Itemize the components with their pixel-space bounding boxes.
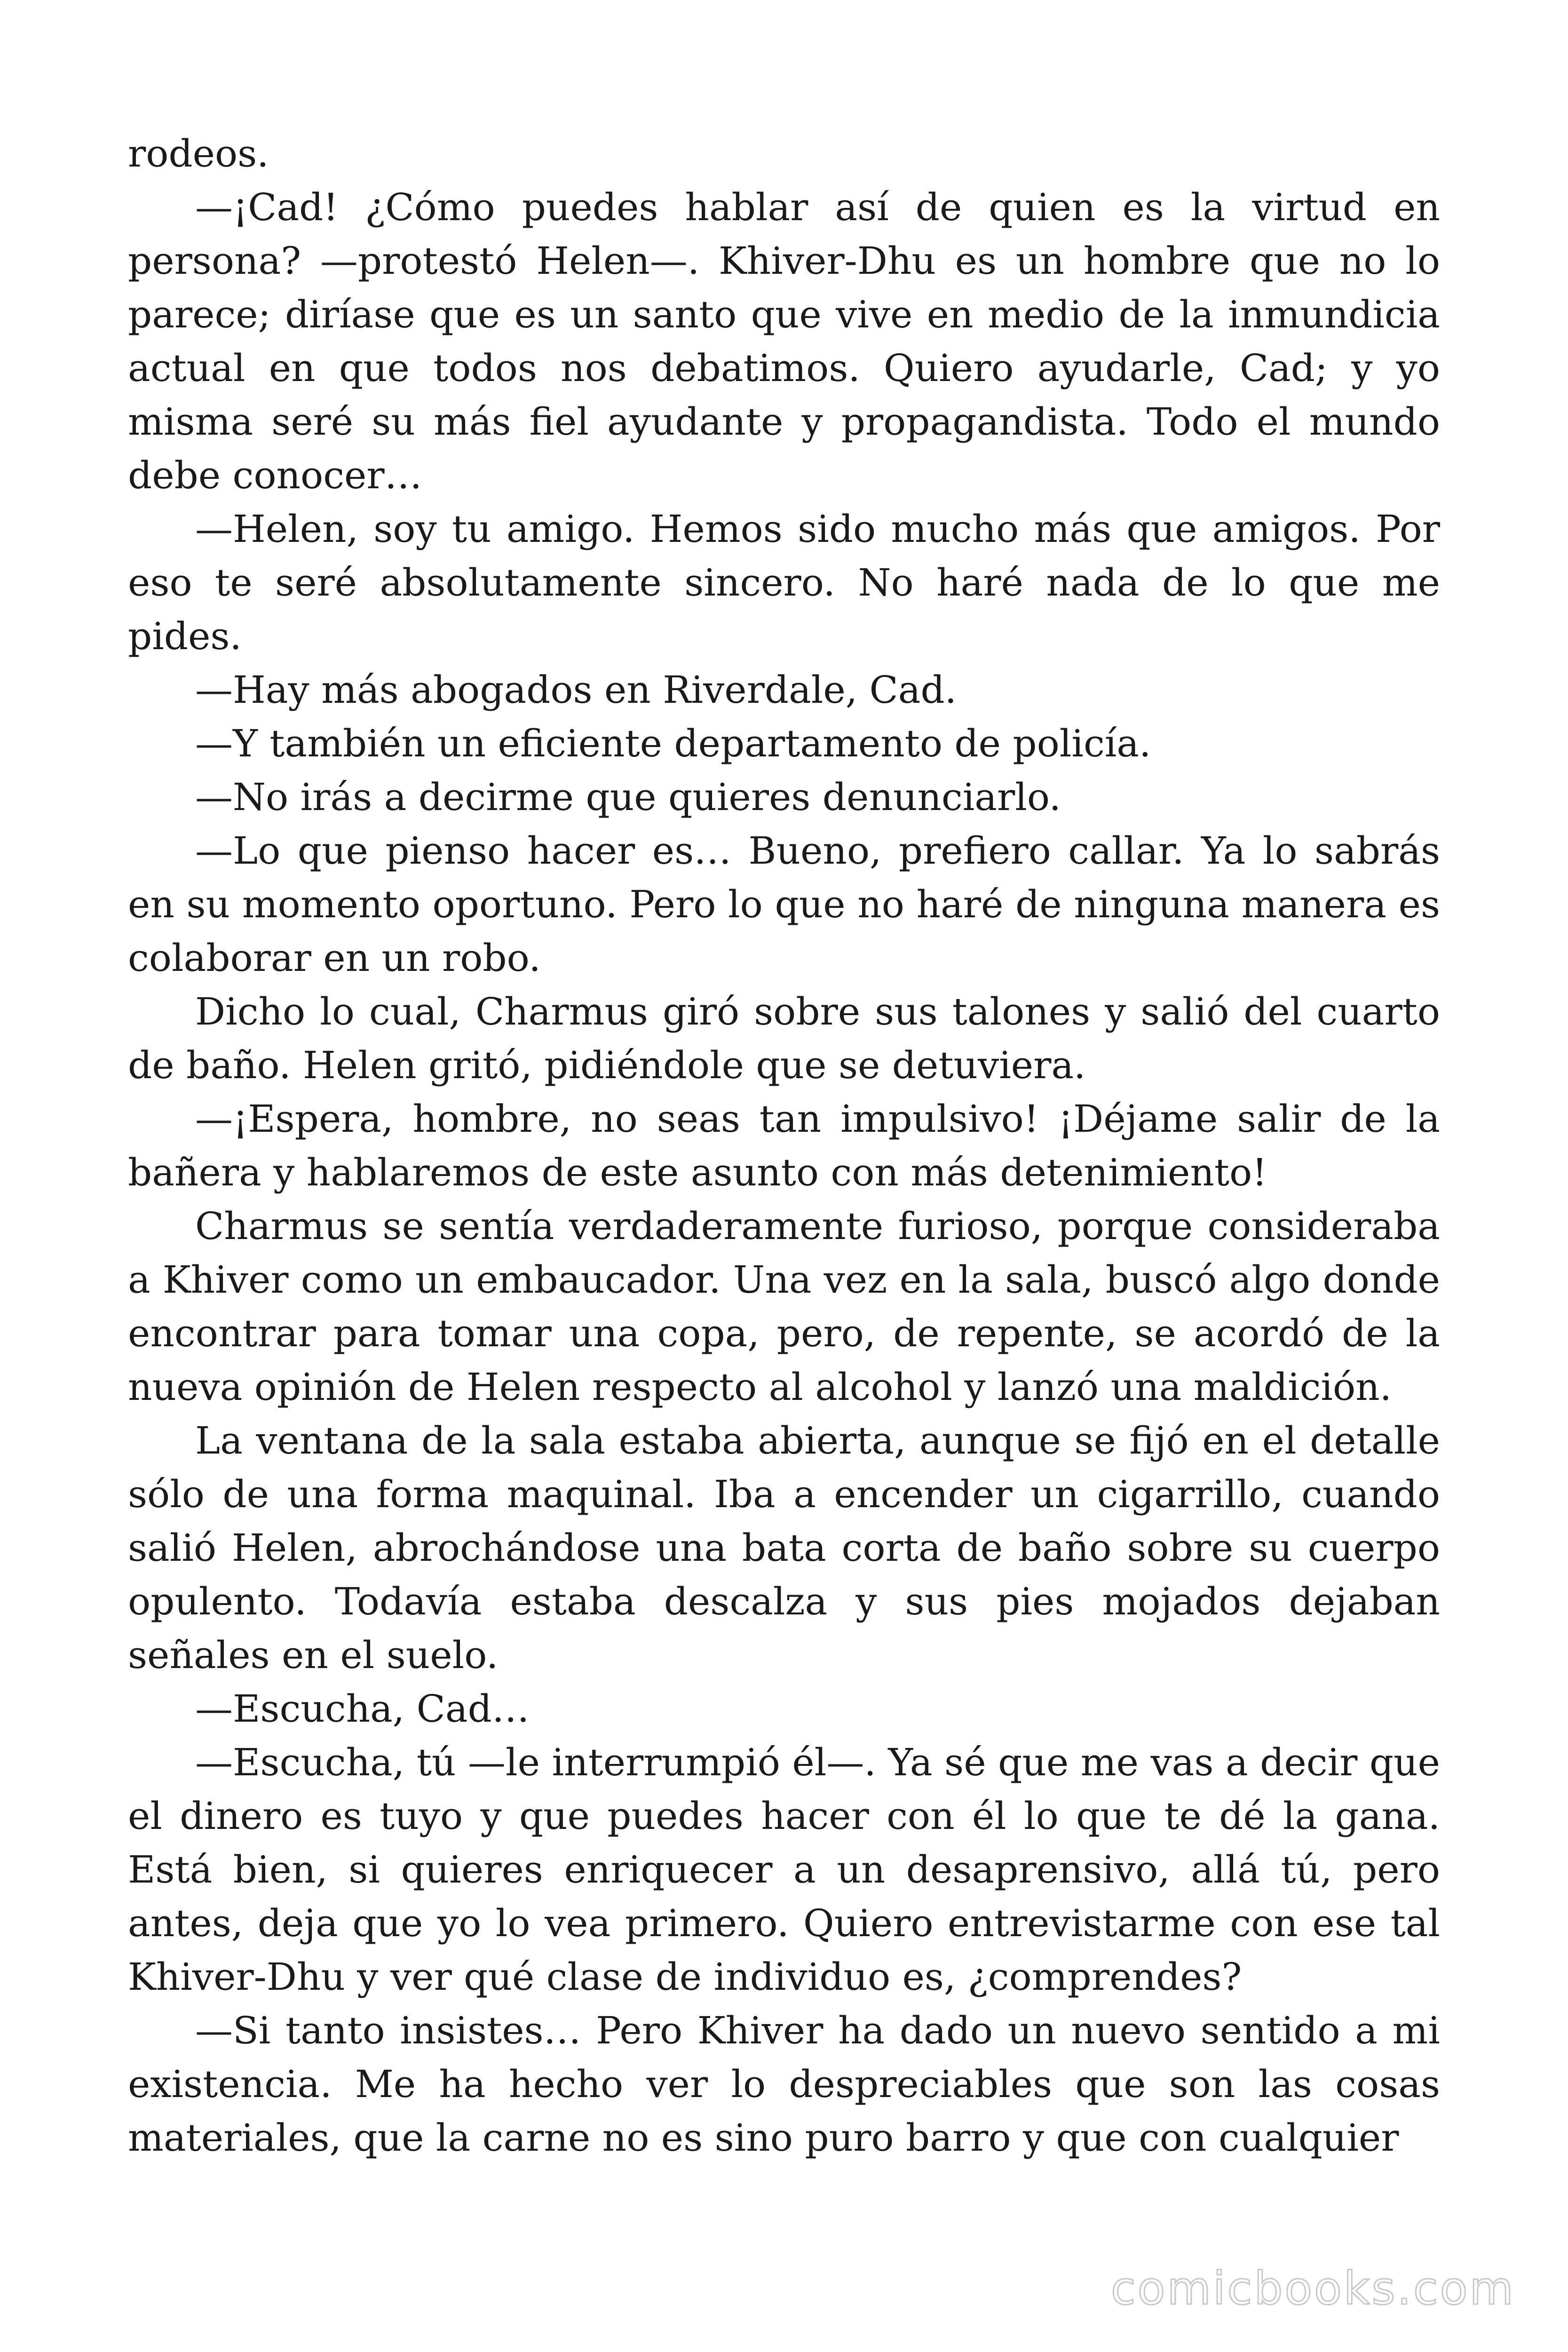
- paragraph-9: —¡Espera, hombre, no seas tan impulsivo! ¡Déjame salir de la bañera y hablaremos de este asunto con más detenimiento!: [128, 1097, 1440, 1194]
- paragraph-8: Dicho lo cual, Charmus giró sobre sus talones y salió del cuarto de baño. Helen gritó, pidiéndole que se detuviera.: [128, 990, 1440, 1087]
- paragraph-7: —Lo que pienso hacer es… Bueno, prefiero callar. Ya lo sabrás en su momento oportuno. Pero lo que no haré de ninguna manera es colaborar en un robo.: [128, 829, 1440, 980]
- paragraph-14: —Si tanto insistes… Pero Khiver ha dado un nuevo sentido a mi existencia. Me ha hecho ver lo despreciables que son las cosas materiales, que la carne no es sino puro barro y que con cualquier: [128, 2009, 1440, 2160]
- paragraph-11: La ventana de la sala estaba abierta, aunque se fijó en el detalle sólo de una forma maquinal. Iba a encender un cigarrillo, cuando salió Helen, abrochándose una bata corta de baño sobre su cuerpo opulento. Todavía estaba descalza y sus pies mojados dejaban señales en el suelo.: [128, 1419, 1440, 1677]
- paragraph-5: —Y también un eficiente departamento de policía.: [195, 722, 1151, 765]
- paragraph-3: —Helen, soy tu amigo. Hemos sido mucho más que amigos. Por eso te seré absolutamente sincero. No haré nada de lo que me pides.: [128, 507, 1440, 658]
- paragraph-2: —¡Cad! ¿Cómo puedes hablar así de quien es la virtud en persona? —protestó Helen—. Khiver-Dhu es un hombre que no lo parece; diríase que es un santo que vive en medio de la inmundicia actual en que todos nos debatimos. Quiero ayudarle, Cad; y yo misma seré su más fiel ayudante y propagandista. Todo el mundo debe conocer…: [128, 185, 1440, 497]
- paragraph-1: rodeos.: [128, 132, 269, 175]
- watermark: comicbooks.com: [1110, 2262, 1515, 2315]
- paragraph-10: Charmus se sentía verdaderamente furioso, porque consideraba a Khiver como un embaucador. Una vez en la sala, buscó algo donde encontrar para tomar una copa, pero, de repente, se acordó de la nueva opinión de Helen respecto al alcohol y lanzó una maldición.: [128, 1204, 1440, 1409]
- document-page: [128, 127, 1440, 2165]
- paragraph-12: —Escucha, Cad…: [195, 1687, 530, 1731]
- paragraph-4: —Hay más abogados en Riverdale, Cad.: [195, 668, 957, 712]
- paragraph-13: —Escucha, tú —le interrumpió él—. Ya sé que me vas a decir que el dinero es tuyo y que puedes hacer con él lo que te dé la gana. Está bien, si quieres enriquecer a un desaprensivo, allá tú, pero antes, deja que yo lo vea primero. Quiero entrevistarme con ese tal Khiver-Dhu y ver qué clase de individuo es, ¿comprendes?: [128, 1740, 1440, 1999]
- paragraph-6: —No irás a decirme que quieres denunciarlo.: [195, 775, 1061, 819]
